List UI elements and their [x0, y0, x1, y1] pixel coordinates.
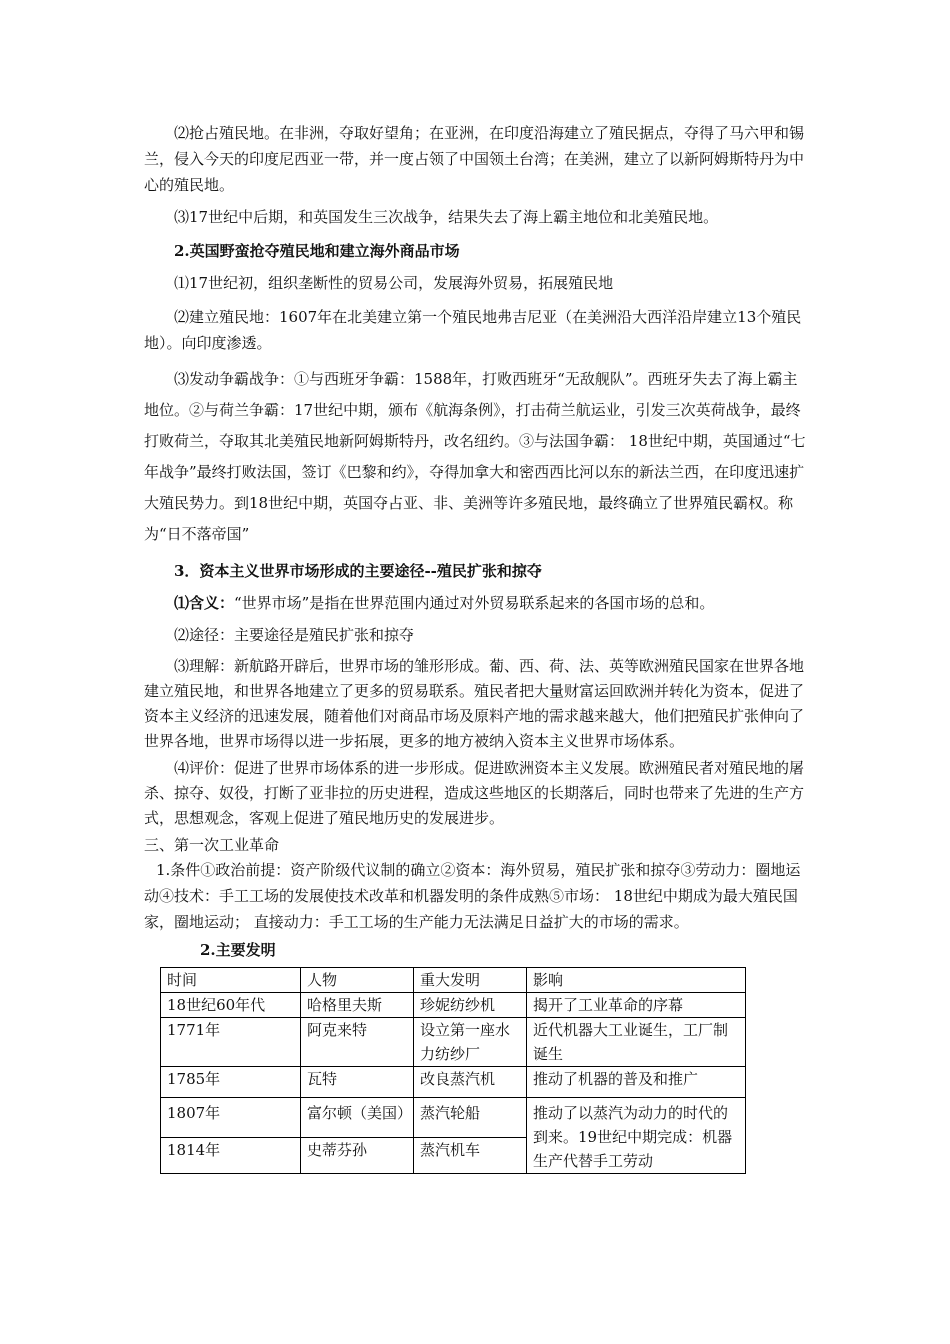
table-row	[161, 1067, 746, 1098]
cell-impact: 近代机器大工业诞生，工厂制诞生	[527, 1018, 746, 1067]
cell-invention: 珍妮纺纱机	[414, 993, 527, 1018]
definition-text: “世界市场”是指在世界范围内通过对外贸易联系起来的各国市场的总和。	[234, 594, 715, 612]
world-market-evaluation: ⑷评价：促进了世界市场体系的进一步形成。促进欧洲资本主义发展。欧洲殖民者对殖民地的屠杀、掠夺、奴役，打断了亚非拉的历史进程，造成这些地区的长期落后，同时也带来了先进的生产方式，思想观念，客观上促进了殖民地历史的发展进步。	[144, 759, 805, 827]
britain-para-1: ⑴17世纪初，组织垄断性的贸易公司，发展海外贸易，拓展殖民地	[174, 274, 614, 292]
cell-invention: 蒸汽机车	[414, 1138, 527, 1174]
cell-invention: 设立第一座水力纺纱厂	[414, 1018, 527, 1067]
cell-time: 1785年	[161, 1067, 301, 1098]
cell-person: 阿克来特	[301, 1018, 414, 1067]
cell-person: 哈格里夫斯	[301, 993, 414, 1018]
cell-time: 18世纪60年代	[161, 993, 301, 1018]
definition-label: ⑴含义：	[174, 594, 235, 612]
cell-person: 富尔顿（美国）	[301, 1098, 414, 1138]
industrial-conditions: 1.条件①政治前提：资产阶级代议制的确立②资本：海外贸易，殖民扩张和掠夺③劳动力：圈地运动④技术：手工工场的发展使技术改革和机器发明的条件成熟⑤市场： 18世纪中期成为最大殖民国家，圈地运动； 直接动力：手工工场的生产能力无法满足日益扩大的市场的需求。	[144, 861, 801, 931]
cell-time: 1771年	[161, 1018, 301, 1067]
cell-person: 瓦特	[301, 1067, 414, 1098]
world-market-understanding: ⑶理解：新航路开辟后，世界市场的雏形形成。葡、西、荷、法、英等欧洲殖民国家在世界各地建立殖民地，和世界各地建立了更多的贸易联系。殖民者把大量财富运回欧洲并转化为资本，促进了资本主义经济的迅速发展，随着他们对商品市场及原料产地的需求越来越大，他们把殖民扩张伸向了世界各地，世界市场得以进一步拓展，更多的地方被纳入资本主义世界市场体系。	[144, 657, 805, 750]
inventions-heading: 2.主要发明	[200, 941, 276, 959]
cell-impact: 推动了机器的普及和推广	[527, 1067, 746, 1098]
netherlands-para-3: ⑶17世纪中后期，和英国发生三次战争，结果失去了海上霸主地位和北美殖民地。	[174, 208, 719, 226]
table-row	[161, 1098, 746, 1138]
britain-para-3: ⑶发动争霸战争：①与西班牙争霸：1588年，打败西班牙“无敌舰队”。西班牙失去了海上霸主地位。②与荷兰争霸：17世纪中期，颁布《航海条例》，打击荷兰航运业，引发三次英荷战争，最终打败荷兰，夺取其北美殖民地新阿姆斯特丹，改名纽约。③与法国争霸： 18世纪中期，英国通过“七年战争”最终打败法国，签订《巴黎和约》，夺得加拿大和密西西比河以东的新法兰西，在印度迅速扩大殖民势力。到18世纪中期，英国夺占亚、非、美洲等许多殖民地，最终确立了世界殖民霸权。称为“日不落帝国”	[144, 370, 806, 543]
britain-heading: 2.英国野蛮抢夺殖民地和建立海外商品市场	[174, 242, 460, 260]
table-header-row	[161, 968, 746, 993]
netherlands-para-2: ⑵抢占殖民地。在非洲，夺取好望角；在亚洲，在印度沿海建立了殖民据点，夺得了马六甲和锡兰，侵入今天的印度尼西亚一带，并一度占领了中国领土台湾；在美洲，建立了以新阿姆斯特丹为中心的殖民地。	[144, 124, 805, 194]
header-time: 时间	[161, 968, 301, 993]
table-row	[161, 993, 746, 1018]
cell-time: 1807年	[161, 1098, 301, 1138]
cell-person: 史蒂芬孙	[301, 1138, 414, 1174]
world-market-definition	[144, 590, 808, 616]
cell-time: 1814年	[161, 1138, 301, 1174]
industrial-revolution-heading: 三、第一次工业革命	[144, 836, 280, 854]
header-invention: 重大发明	[414, 968, 527, 993]
cell-invention: 改良蒸汽机	[414, 1067, 527, 1098]
cell-impact: 揭开了工业革命的序幕	[527, 993, 746, 1018]
world-market-heading: 3．资本主义世界市场形成的主要途径--殖民扩张和掠夺	[174, 562, 542, 580]
header-impact: 影响	[527, 968, 746, 993]
cell-impact: 推动了以蒸汽为动力的时代的到来。19世纪中期完成：机器生产代替手工劳动	[527, 1098, 746, 1174]
inventions-table	[160, 967, 746, 1174]
document-page	[144, 120, 808, 1174]
cell-invention: 蒸汽轮船	[414, 1098, 527, 1138]
header-person: 人物	[301, 968, 414, 993]
britain-para-2: ⑵建立殖民地：1607年在北美建立第一个殖民地弗吉尼亚（在美洲沿大西洋沿岸建立13个殖民地）。向印度渗透。	[144, 308, 802, 352]
table-row	[161, 1018, 746, 1067]
world-market-path: ⑵途径：主要途径是殖民扩张和掠夺	[174, 626, 415, 644]
